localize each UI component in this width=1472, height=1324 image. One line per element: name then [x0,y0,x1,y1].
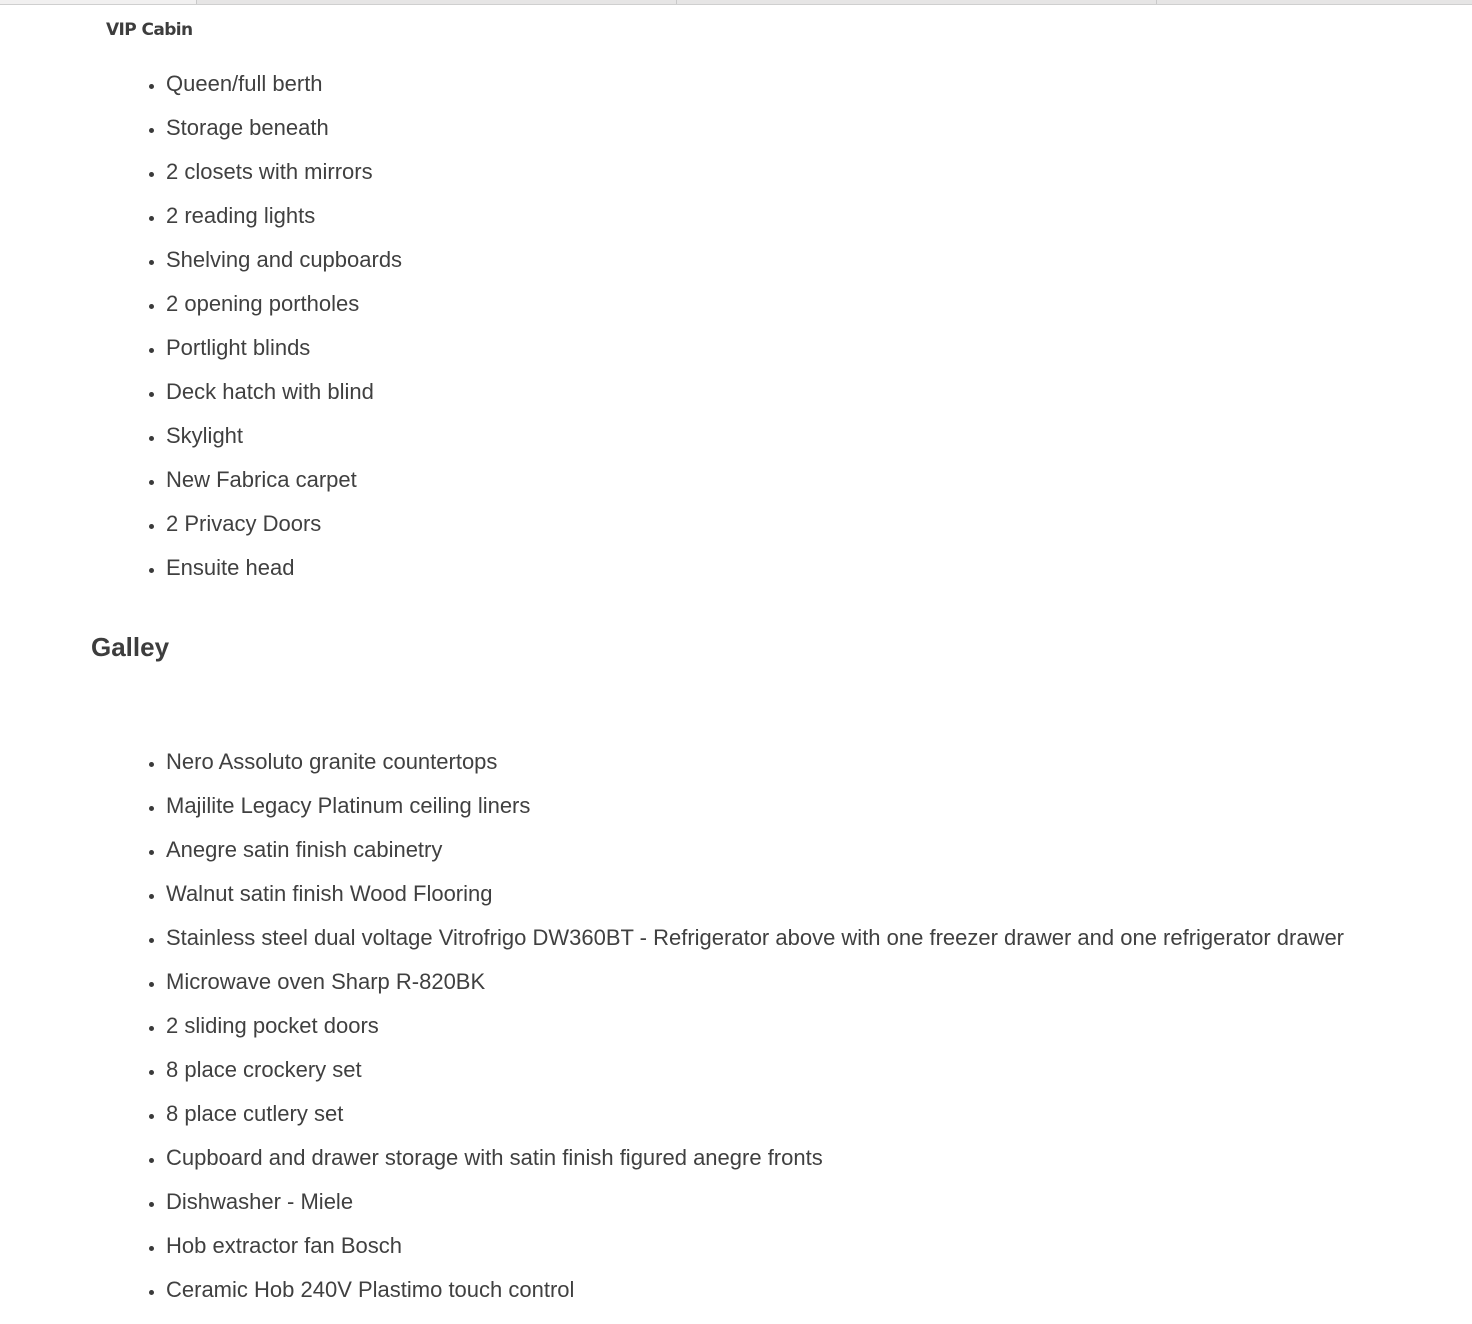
top-tab[interactable] [0,0,197,4]
list-item: • Nero Assoluto granite countertops [166,740,1344,784]
vip-cabin-heading: VIP Cabin [106,20,193,40]
list-item: • 2 closets with mirrors [166,150,402,194]
list-item: • Hob extractor fan Bosch [166,1224,1344,1268]
top-tab[interactable] [197,0,677,4]
list-item: • Ceramic Hob 240V Plastimo touch control [166,1268,1344,1312]
vip-cabin-list [130,62,402,590]
list-item: • New Fabrica carpet [166,458,402,502]
list-item: • 2 reading lights [166,194,402,238]
top-tab[interactable] [1157,0,1472,4]
list-item: • 8 place cutlery set [166,1092,1344,1136]
top-tab-strip [0,0,1472,5]
list-item: • 2 Privacy Doors [166,502,402,546]
list-item: • 2 sliding pocket doors [166,1004,1344,1048]
list-item: • Dishwasher - Miele [166,1180,1344,1224]
list-item: • Queen/full berth [166,62,402,106]
list-item: • Deck hatch with blind [166,370,402,414]
list-item: • Skylight [166,414,402,458]
list-item: • Microwave oven Sharp R-820BK [166,960,1344,1004]
list-item: • Storage beneath [166,106,402,150]
list-item: • 2 opening portholes [166,282,402,326]
galley-list [130,740,1344,1312]
list-item: • Cupboard and drawer storage with satin finish figured anegre fronts [166,1136,1344,1180]
list-item: • 8 place crockery set [166,1048,1344,1092]
list-item: • Majilite Legacy Platinum ceiling liners [166,784,1344,828]
list-item: • Stainless steel dual voltage Vitrofrigo DW360BT - Refrigerator above with one freezer drawer and one refrigerator drawer [166,916,1344,960]
list-item: • Shelving and cupboards [166,238,402,282]
list-item: • Anegre satin finish cabinetry [166,828,1344,872]
list-item: • Ensuite head [166,546,402,590]
galley-heading: Galley [91,632,170,662]
top-tab[interactable] [677,0,1157,4]
list-item: • Walnut satin finish Wood Flooring [166,872,1344,916]
list-item: • Portlight blinds [166,326,402,370]
